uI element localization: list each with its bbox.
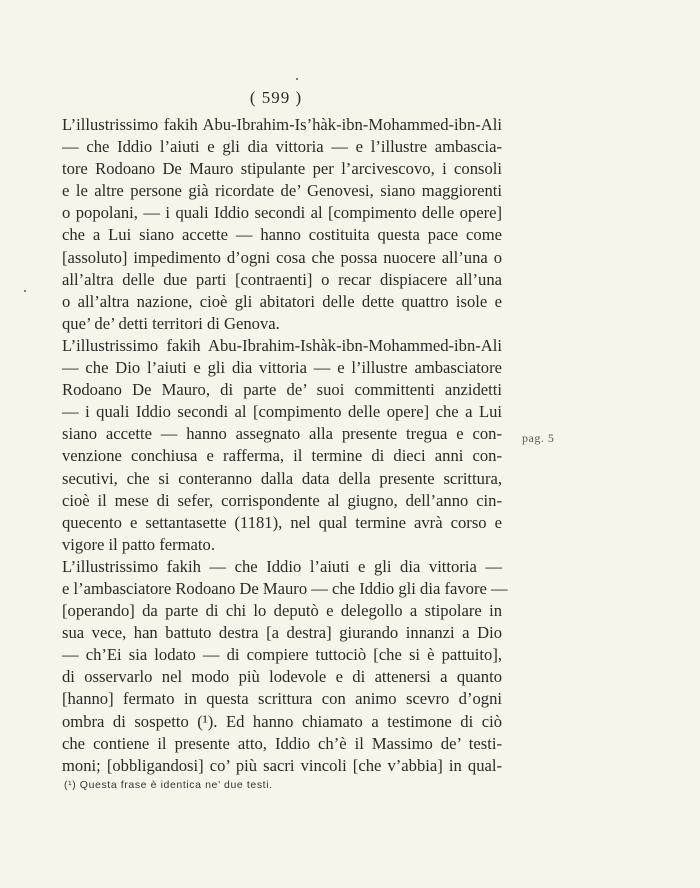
text-line: o all’altra nazione, cioè gli abitatori delle dette quattro isole e xyxy=(62,291,502,311)
text-line: [hanno] fermato in questa scrittura con animo scevro d’ogni xyxy=(62,689,502,709)
text-line: L’illustrissimo fakih — che Iddio l’aiuti e gli dia vittoria — xyxy=(62,556,502,576)
margin-page-reference: pag. 5 xyxy=(522,431,555,445)
text-line: siano accette — hanno assegnato alla presente tregua e con- xyxy=(62,424,502,444)
text-line: L’illustrissimo fakih Abu-Ibrahim-Ishàk-ibn-Mohammed-ibn-Ali xyxy=(62,335,502,355)
text-line: o popolani, — i quali Iddio secondi al [compimento delle opere] xyxy=(62,203,502,223)
text-line: che contiene il presente atto, Iddio ch’è il Massimo de’ testi- xyxy=(62,733,502,753)
body-text xyxy=(62,114,508,777)
text-line: [assoluto] impedimento d’ogni cosa che possa nuocere all’una o xyxy=(62,247,502,267)
text-line: che a Lui siano accette — hanno costituita questa pace come xyxy=(62,225,502,245)
page-number: ( 599 ) xyxy=(249,88,303,107)
text-line: vigore il patto fermato. xyxy=(62,534,215,554)
text-line: ombra di sospetto (¹). Ed hanno chiamato a testimone di ciò xyxy=(62,711,502,731)
footnote: (¹) Questa frase è identica ne’ due testi. xyxy=(64,779,273,791)
text-line: quecento e settantasette (1181), nel qual termine avrà corso e xyxy=(62,512,502,532)
text-line: e le altre persone già ricordate de’ Genovesi, siano maggiorenti xyxy=(62,181,502,201)
text-line: — che Dio l’aiuti e gli dia vittoria — e l’illustre ambasciatore xyxy=(62,358,502,378)
text-line: — ch’Ei sia lodato — di compiere tuttociò [che si è pattuito], xyxy=(62,645,502,665)
text-line: L’illustrissimo fakih Abu-Ibrahim-Is’hàk-ibn-Mohammed-ibn-Ali xyxy=(62,115,502,134)
ink-speck xyxy=(24,290,26,292)
text-line: di osservarlo nel modo più lodevole e di attenersi a quanto xyxy=(62,667,502,687)
text-line: sua vece, han battuto destra [a destra] giurando innanzi a Dio xyxy=(62,623,502,643)
text-line: — che Iddio l’aiuti e gli dia vittoria — e l’illustre ambascia- xyxy=(62,137,502,157)
text-line: e l’ambasciatore Rodoano De Mauro — che Iddio gli dia favore — xyxy=(62,578,508,598)
text-line: Rodoano De Mauro, di parte de’ suoi committenti anzidetti xyxy=(62,380,502,400)
text-line: all’altra delle due parti [contraenti] o recar dispiacere all’una xyxy=(62,269,502,289)
text-line: — i quali Iddio secondi al [compimento delle opere] che a Lui xyxy=(62,402,502,422)
text-line: venzione conchiusa e rafferma, il termine di dieci anni con- xyxy=(62,446,502,466)
ink-speck xyxy=(296,78,298,80)
text-line: tore Rodoano De Mauro stipulante per l’arcivescovo, i consoli xyxy=(62,159,502,179)
text-line: secutivi, che si conteranno dalla data della presente scrittura, xyxy=(62,468,502,488)
text-line: [operando] da parte di chi lo deputò e delegollo a stipolare in xyxy=(62,601,502,621)
text-line: moni; [obbligandosi] co’ più sacri vincoli [che v’abbia] in qual- xyxy=(62,755,502,775)
text-line: que’ de’ detti territori di Genova. xyxy=(62,313,280,333)
text-line: cioè il mese di sefer, corrispondente al giugno, dell’anno cin- xyxy=(62,490,502,510)
